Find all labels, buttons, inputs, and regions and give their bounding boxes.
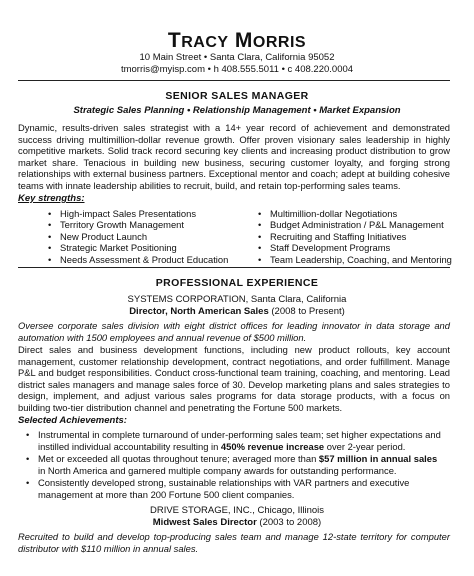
achievement-item: • Consistently developed strong, sustainable relationships with VAR partners and executive management at more than 200 Fortune 500 client companies. (24, 477, 444, 500)
contact-line: tmorris@myisp.com • h 408.555.5011 • c 408.220.0004 (120, 64, 354, 75)
name-first-rest: RACY (181, 34, 229, 51)
strengths-right-list (256, 208, 456, 265)
key-strengths-label: Key strengths: (18, 193, 85, 204)
list-item: • Territory Growth Management (46, 219, 236, 230)
address-line: 10 Main Street • Santa Clara, California 95052 (139, 52, 335, 63)
job2-dates: (2003 to 2008) (259, 517, 322, 528)
list-item: • Staff Development Programs (256, 242, 456, 253)
job1-role: Director, North American Sales (129, 306, 269, 317)
list-item: • Budget Administration / P&L Management (256, 219, 456, 230)
summary-paragraph: Dynamic, results-driven sales strategist with a 14+ year record of achievement and demonstrated success driving multimillion-dollar revenue growth. Offer proven visionary sales leadership in highly competitive markets. Solid track record securing key clients and increasing product distribution to grow market share. Tenacious in building new business, securing customer loyalty, and forging strong relationships with external business partners. Exceptional mentor and coach; adept at building cohesive teams with innate leadership abilities to recruit, build, and retain top-performing sales teams. (18, 122, 450, 191)
name-last-rest: ORRIS (252, 34, 307, 51)
job1-dates: (2008 to Present) (271, 306, 345, 317)
list-item: • New Product Launch (46, 231, 236, 242)
job2-intro: Recruited to build and develop top-producing sales team and manage 12-state territory for computer distributor with $110 million in annual sales. (18, 531, 450, 554)
job2-role-line (0, 517, 474, 529)
achievements-label: Selected Achievements: (18, 415, 127, 426)
job1-role-line (0, 306, 474, 318)
list-item: • Team Leadership, Coaching, and Mentoring (256, 254, 456, 265)
name-last-initial: M (234, 29, 253, 52)
summary-title: SENIOR SALES MANAGER (165, 90, 309, 102)
summary-tagline: Strategic Sales Planning • Relationship Management • Market Expansion (73, 105, 401, 116)
achievements-list (24, 429, 444, 502)
candidate-name (0, 30, 474, 54)
job2-role: Midwest Sales Director (152, 517, 257, 528)
job1-description: Direct sales and business development functions, including new product rollouts, key account management, customer relationship development, contract negotiations, and order fulfillment. Manage P&L and budget responsibilities. Conduct cross-functional team training, coaching, and mentoring. Lead district sales managers and manage sales force of 30. Develop marketing plans and sales strategies to design, implement, and adjust various sales programs for data storage products, with a focus on building two-tier distribution channel and penetrating the Fortune 500 markets. (18, 344, 450, 413)
name-first-initial: T (167, 29, 182, 52)
job1-intro: Oversee corporate sales division with eight district offices for leading innovator in data storage and automation with 1500 employees and annual revenue of $500 million. (18, 320, 450, 343)
list-item: • Multimillion-dollar Negotiations (256, 208, 456, 219)
experience-title: PROFESSIONAL EXPERIENCE (155, 277, 319, 289)
list-item: • Recruiting and Staffing Initiatives (256, 231, 456, 242)
header-divider (18, 80, 450, 81)
list-item: • Needs Assessment & Product Education (46, 254, 236, 265)
job1-company: SYSTEMS CORPORATION, Santa Clara, California (127, 294, 347, 305)
achievement-item: • Met or exceeded all quotas throughout tenure; averaged more than $57 million in annual sales in North America and garnered multiple company awards for outstanding performance. (24, 453, 444, 476)
strengths-left-list (46, 208, 236, 265)
list-item: • High-impact Sales Presentations (46, 208, 236, 219)
list-item: • Strategic Market Positioning (46, 242, 236, 253)
job2-company: DRIVE STORAGE, INC., Chicago, Illinois (149, 505, 325, 516)
achievement-item: • Instrumental in complete turnaround of under-performing sales team; set higher expectations and instilled individual accountability resulting in 450% revenue increase over 2-year period. (24, 429, 444, 452)
section-divider (18, 267, 450, 268)
